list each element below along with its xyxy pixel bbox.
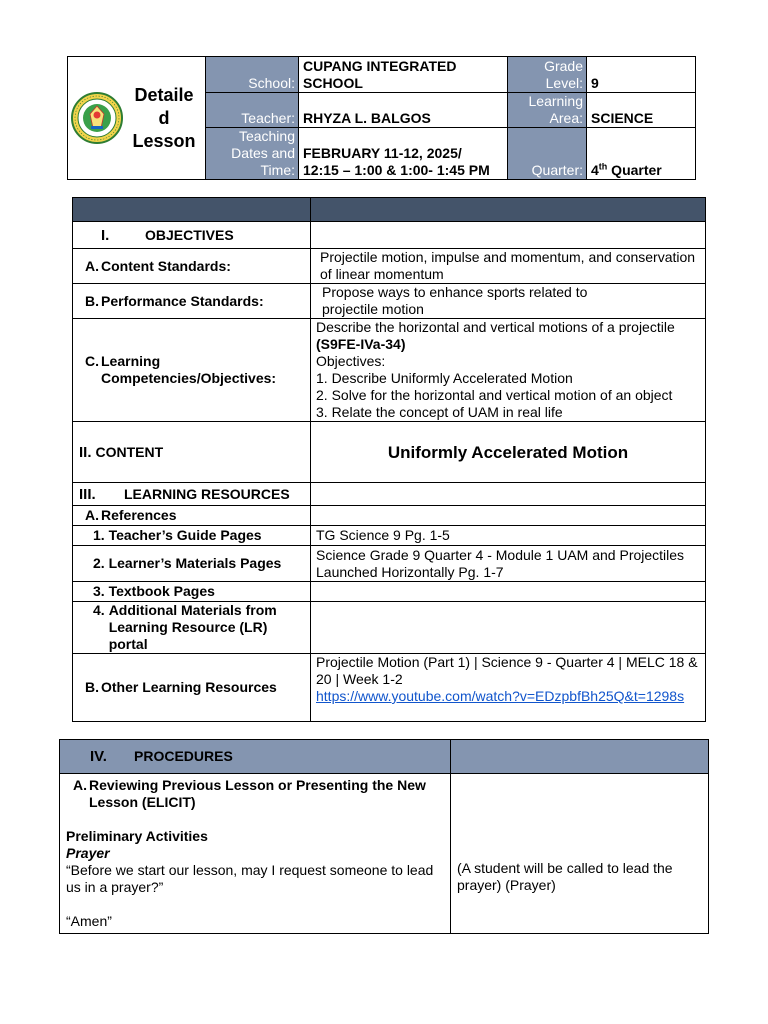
performance-standards-label: B. Performance Standards: [73, 284, 311, 319]
grade-level-value: 9 [587, 57, 696, 93]
references-label: A. References [73, 506, 311, 526]
teaching-dates-label: Teaching Dates and Time: [206, 128, 299, 180]
school-label: School: [206, 57, 299, 93]
table-header-bar [73, 198, 706, 222]
prayer-label: Prayer [66, 845, 110, 861]
content-heading: II. CONTENT [73, 422, 311, 483]
learning-resources-heading: III. LEARNING RESOURCES [73, 483, 311, 506]
quarter-label: Quarter: [508, 128, 587, 180]
teacher-value: RHYZA L. BALGOS [299, 93, 508, 128]
teachers-guide-label: 1. Teacher’s Guide Pages [73, 526, 311, 546]
procedures-table [59, 739, 709, 934]
learning-area-label: Learning Area: [508, 93, 587, 128]
lesson-plan-title: Detaile d Lesson [132, 84, 196, 151]
header-table [67, 56, 696, 180]
lesson-plan-table [72, 197, 706, 722]
performance-standards-value: Propose ways to enhance sports related to projectile motion [311, 284, 706, 319]
procedure-a-student-column: (A student will be called to lead the prayer) (Prayer) [451, 774, 709, 934]
objectives-heading: I. OBJECTIVES [73, 222, 311, 249]
learning-competencies-value: Describe the horizontal and vertical motions of a projectile (S9FE-IVa-34) Objectives: 1. Describe Uniformly Accelerated Motion 2. Solve for the horizontal and vertical motion of an object 3. Relate the concept of UAM in real life [311, 319, 706, 422]
learners-materials-value: Science Grade 9 Quarter 4 - Module 1 UAM and Projectiles Launched Horizontally Pg. 1-7 [311, 546, 706, 582]
procedures-heading: IV. PROCEDURES [60, 740, 451, 774]
textbook-pages-label: 3. Textbook Pages [73, 582, 311, 602]
content-standards-value: Projectile motion, impulse and momentum, and conservation of linear momentum [311, 249, 706, 284]
teaching-dates-value: FEBRUARY 11-12, 2025/ 12:15 – 1:00 & 1:00- 1:45 PM [299, 128, 508, 180]
other-resources-label: B. Other Learning Resources [73, 654, 311, 722]
learning-area-value: SCIENCE [587, 93, 696, 128]
additional-materials-value [311, 602, 706, 654]
content-standards-label: A. Content Standards: [73, 249, 311, 284]
content-value: Uniformly Accelerated Motion [311, 422, 706, 483]
quarter-value: 4th Quarter [587, 128, 696, 180]
additional-materials-label: 4. Additional Materials from Learning Resource (LR) portal [73, 602, 311, 654]
header-logo-cell [68, 57, 206, 180]
learners-materials-label: 2. Learner’s Materials Pages [73, 546, 311, 582]
textbook-pages-value [311, 582, 706, 602]
school-seal-icon [71, 92, 123, 144]
learning-competencies-label: C. Learning Competencies/Objectives: [73, 319, 311, 422]
youtube-resource-link[interactable]: https://www.youtube.com/watch?v=EDzpbfBh25Q&t=1298s [316, 688, 685, 704]
preliminary-activities-label: Preliminary Activities [66, 828, 208, 844]
procedure-a-teacher-column: A. Reviewing Previous Lesson or Presenting the New Lesson (ELICIT) Preliminary Activities Prayer “Before we start our lesson, may I request someone to lead us in a prayer?” “Amen” [60, 774, 451, 934]
teacher-prayer-request: “Before we start our lesson, may I request someone to lead us in a prayer?” [66, 862, 434, 895]
other-resources-value: Projectile Motion (Part 1) | Science 9 - Quarter 4 | MELC 18 & 20 | Week 1-2 https://www.youtube.com/watch?v=EDzpbfBh25Q&t=1298s [311, 654, 706, 722]
grade-level-label: Grade Level: [508, 57, 587, 93]
school-value: CUPANG INTEGRATED SCHOOL [299, 57, 508, 93]
amen-text: “Amen” [66, 913, 112, 929]
teacher-label: Teacher: [206, 93, 299, 128]
teachers-guide-value: TG Science 9 Pg. 1-5 [311, 526, 706, 546]
